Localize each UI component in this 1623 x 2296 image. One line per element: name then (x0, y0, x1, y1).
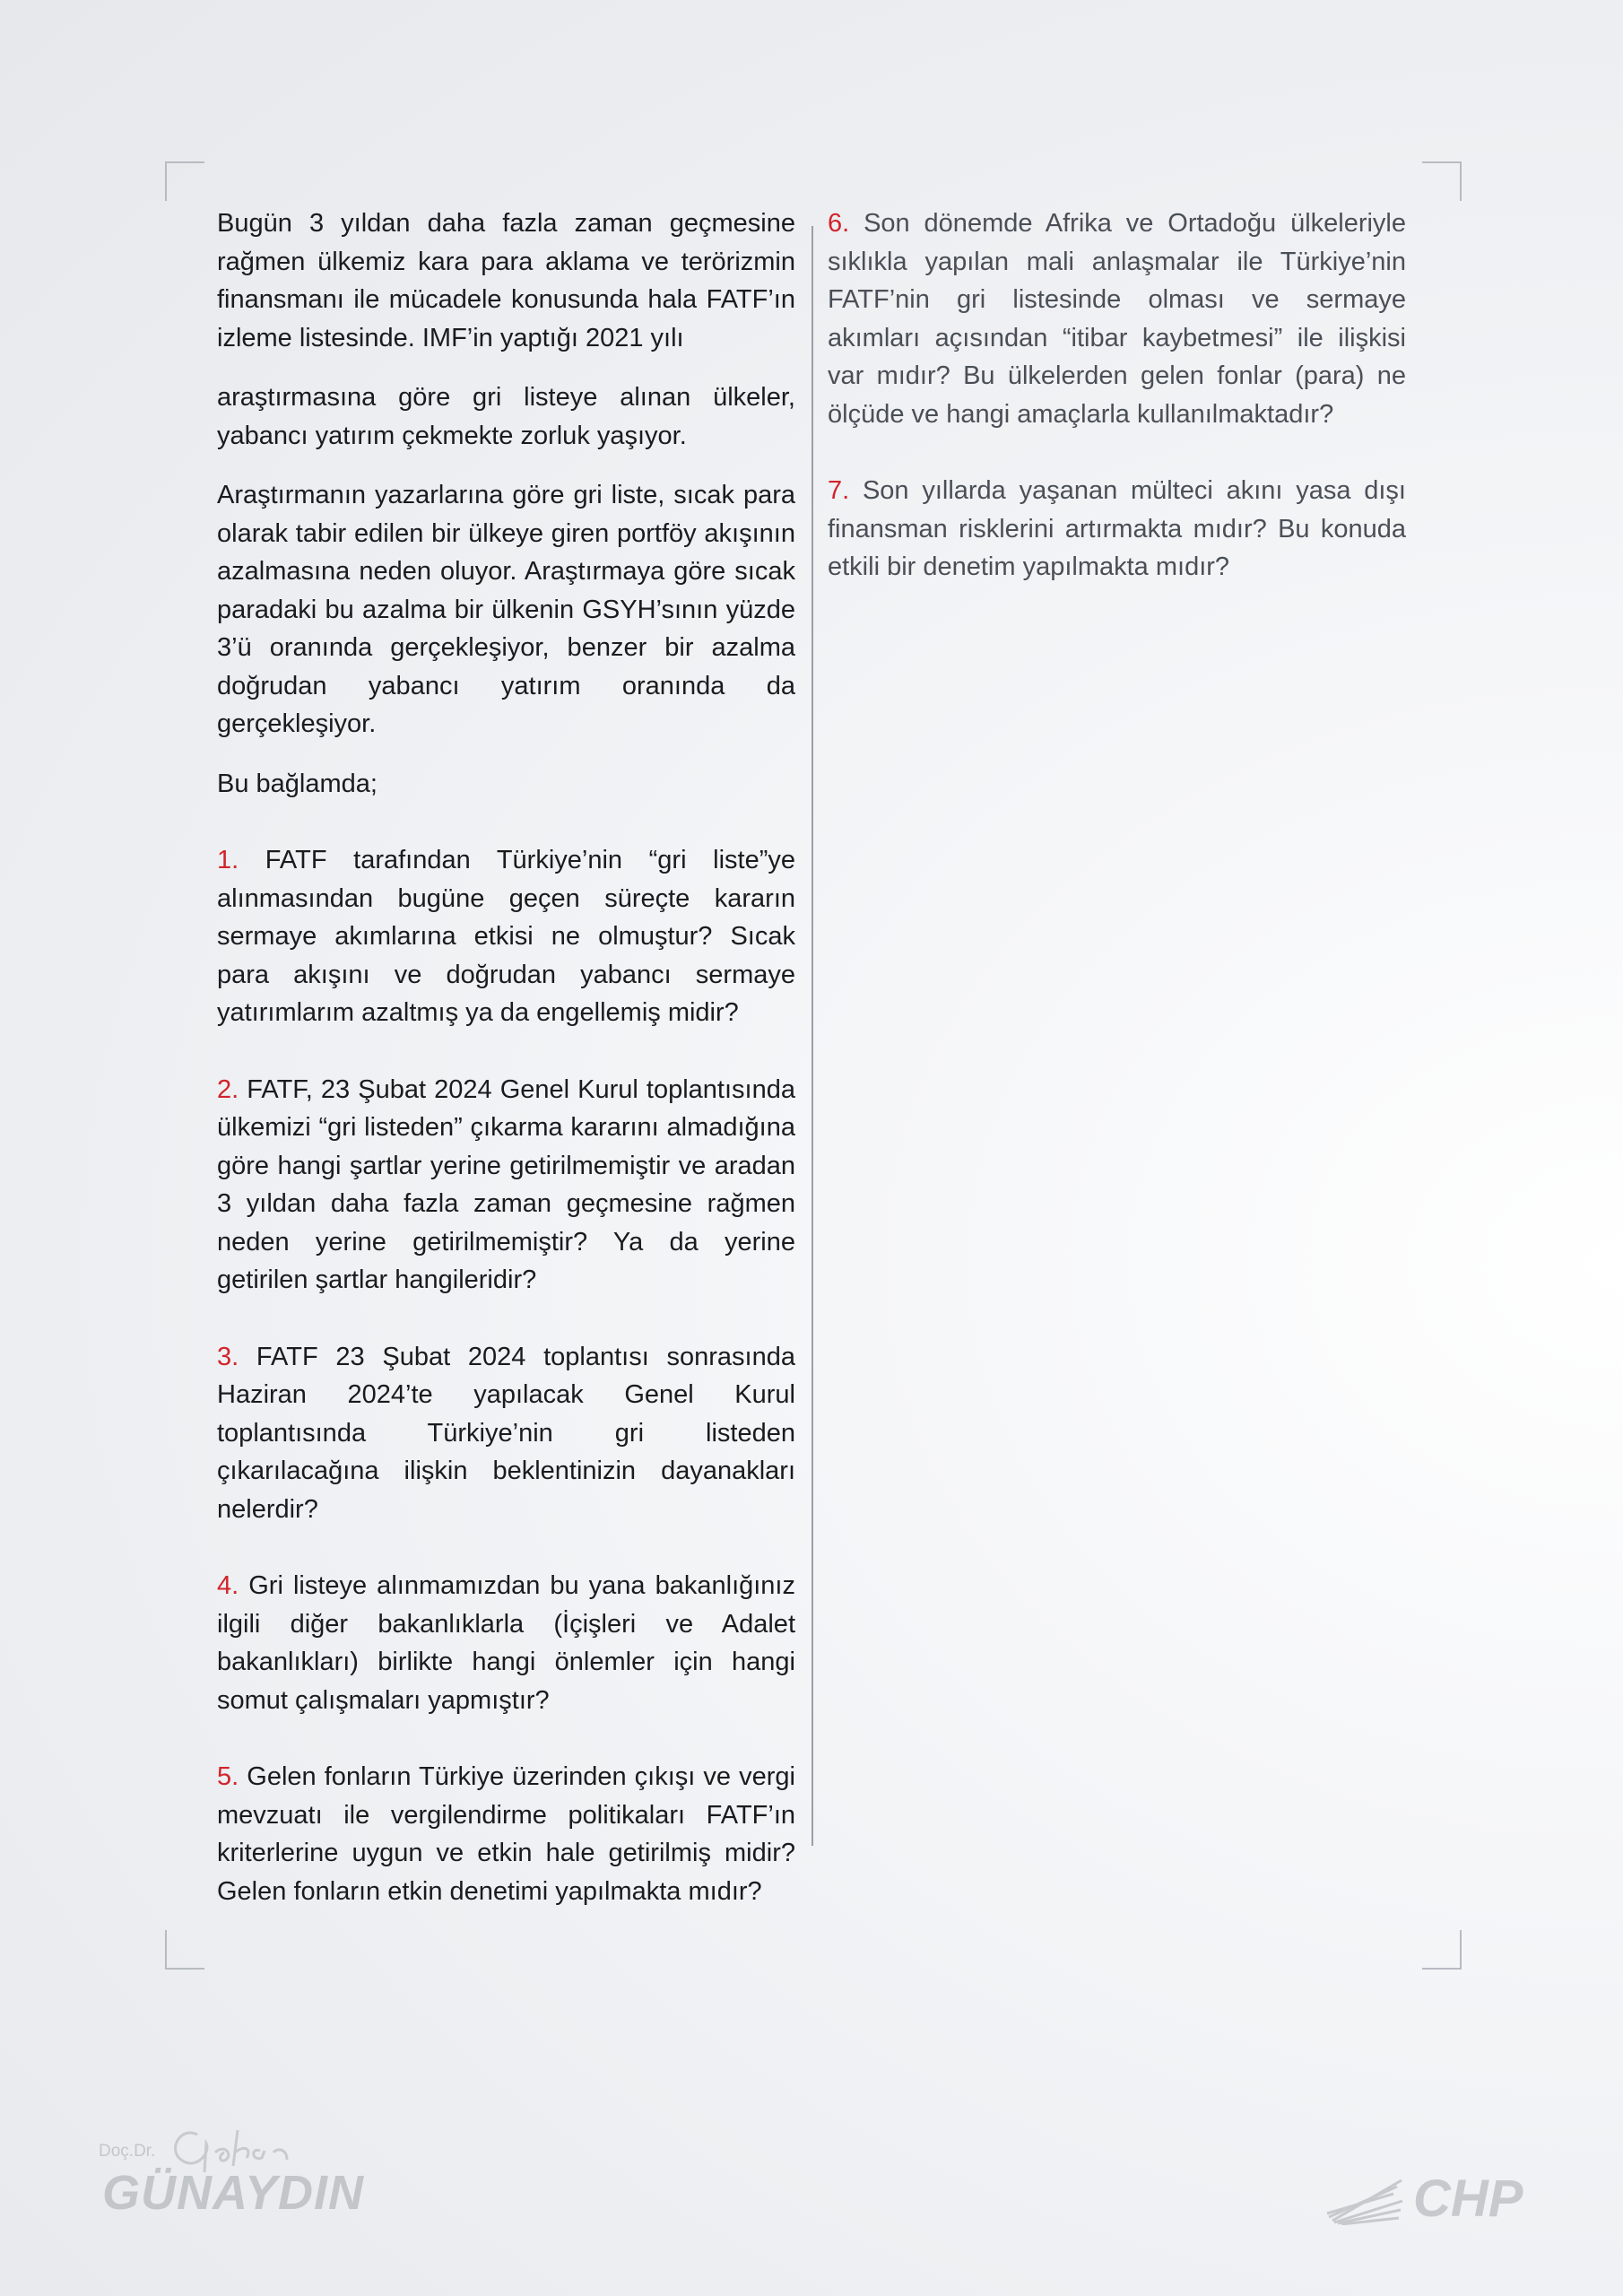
question-text: FATF tarafından Türkiye’nin “gri liste”ye alınmasından bugüne geçen süreçte kararın sermaye akımlarına etkisi ne olmuştur? Sıcak para akışını ve doğrudan yabancı sermaye yatırımlarım azaltmış ya da engellemiş midir? (217, 846, 795, 1027)
crop-mark-top-left (165, 161, 204, 201)
intro-paragraph-2: araştırmasına göre gri listeye alınan ülkeler, yabancı yatırım çekmekte zorluk yaşıyor. (217, 383, 795, 450)
question-1 (217, 841, 795, 1032)
crop-mark-bottom-left (165, 1930, 204, 1970)
party-logo-text: CHP (1413, 2170, 1523, 2228)
context-line: Bu bağlamda; (217, 769, 378, 798)
intro-paragraph-1: Bugün 3 yıldan daha fazla zaman geçmesine rağmen ülkemiz kara para aklama ve terörizmin finansmanı ile mücadele konusunda hala FATF’ın izleme listesinde. IMF’in yaptığı 2021 yılı (217, 209, 795, 352)
signature-logo (99, 2117, 365, 2224)
question-number: 2. (217, 1074, 239, 1104)
question-6 (828, 204, 1406, 433)
left-column (217, 204, 795, 1949)
crop-mark-bottom-right (1422, 1930, 1462, 1970)
six-arrows-icon (1325, 2176, 1406, 2225)
question-text: Gri listeye alınmamızdan bu yana bakanlığınız ilgili diğer bakanlıklarla (İçişleri ve Adalet bakanlıkları) birlikte hangi önlemler için hangi somut çalışmaları yapmıştır? (217, 1571, 795, 1715)
right-column (828, 204, 1406, 625)
question-number: 5. (217, 1762, 239, 1791)
question-4 (217, 1567, 795, 1719)
question-text: Gelen fonların Türkiye üzerinden çıkışı ve vergi mevzuatı ile vergilendirme politikaları FATF’ın kriterlerine uygun ve etkin hale getirilmiş midir? Gelen fonların etkin denetimi yapılmakta mıdır? (217, 1762, 795, 1906)
question-3 (217, 1338, 795, 1529)
column-divider (812, 226, 813, 1846)
question-number: 4. (217, 1571, 239, 1600)
question-number: 3. (217, 1342, 239, 1371)
question-text: Son dönemde Afrika ve Ortadoğu ülkeleriyle sıklıkla yapılan mali anlaşmalar ile Türkiye’nin FATF’nin gri listesinde olması ve sermaye akımları açısından “itibar kaybetmesi” ile ilişkisi var mıdır? Bu ülkelerden gelen fonlar (para) ne ölçüde ve hangi amaçlarla kullanılmaktadır? (828, 209, 1407, 429)
intro-paragraph-3: Araştırmanın yazarlarına göre gri liste, sıcak para olarak tabir edilen bir ülkeye giren portföy akışının azalmasına neden oluyor. Araştırmaya göre sıcak paradaki bu azalma bir ülkenin GSYH’sının yüzde 3’ü oranında gerçekleşiyor, benzer bir azalma doğrudan yabancı yatırım oranında da gerçekleşiyor. (217, 481, 795, 738)
crop-mark-top-right (1422, 161, 1462, 201)
signature-name: GÜNAYDIN (102, 2166, 365, 2220)
question-text: Son yıllarda yaşanan mülteci akını yasa dışı finansman risklerini artırmakta mıdır? Bu konuda etkili bir denetim yapılmakta mıdır? (828, 476, 1406, 581)
question-7 (828, 472, 1406, 587)
signature-title: Doç.Dr. (99, 2142, 156, 2161)
party-logo (1325, 2169, 1541, 2231)
question-5 (217, 1758, 795, 1910)
question-number: 6. (828, 209, 850, 238)
question-text: FATF 23 Şubat 2024 toplantısı sonrasında Haziran 2024’te yapılacak Genel Kurul toplantısında Türkiye’nin gri listeden çıkarılacağına ilişkin beklentinizin dayanakları nelerdir? (217, 1342, 795, 1524)
question-number: 7. (828, 476, 850, 505)
question-number: 1. (217, 846, 239, 874)
question-2 (217, 1071, 795, 1300)
question-text: FATF, 23 Şubat 2024 Genel Kurul toplantısında ülkemizi “gri listeden” çıkarma kararını almadığına göre hangi şartlar yerine getirilmemiştir ve aradan 3 yıldan daha fazla zaman geçmesine rağmen neden yerine getirilmemiştir? Ya da yerine getirilen şartlar hangileridir? (217, 1074, 795, 1294)
